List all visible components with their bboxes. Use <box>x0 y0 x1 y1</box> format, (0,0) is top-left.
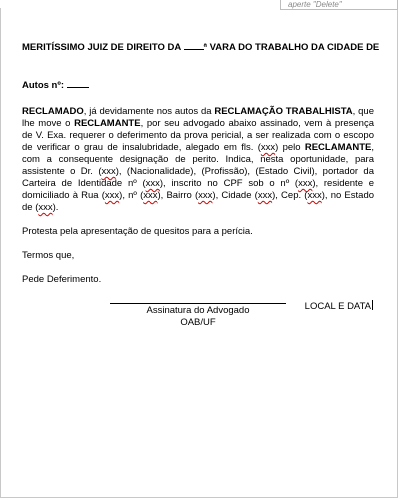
reclamado-term: RECLAMADO <box>22 106 84 117</box>
signature-oab: OAB/UF <box>180 317 216 328</box>
body-text: , com a consequente designação de perito. Indica, nesta oportunidade, para assistente o Dr. ( <box>22 142 374 177</box>
reclamacao-term: RECLAMAÇÃO TRABALHISTA <box>214 106 353 117</box>
petition-paragraph <box>22 106 374 214</box>
body-text: ). <box>52 202 59 213</box>
document-heading <box>22 40 380 54</box>
placeholder-xxx: xxx <box>307 190 322 201</box>
body-text: ), Bairro ( <box>157 190 199 201</box>
local-data-text: LOCAL E DATA <box>304 301 371 312</box>
protesta-line: Protesta pela apresentação de quesitos para a perícia. <box>22 226 253 237</box>
reclamante-term: RECLAMANTE <box>304 142 372 153</box>
body-text: ), residente e domiciliado à Rua ( <box>22 178 375 201</box>
signature-name: Assinatura do Advogado <box>146 305 250 316</box>
placeholder-xxx: xxx <box>260 142 276 153</box>
body-text: ), no Estado de ( <box>22 190 375 213</box>
placeholder-xxx: xxx <box>101 166 116 177</box>
pede-deferimento-line: Pede Deferimento. <box>22 274 102 285</box>
vara-number-blank <box>184 40 204 50</box>
body-text: , já devidamente nos autos da <box>83 106 215 117</box>
body-text: ), inscrito no CPF sob o nº ( <box>159 178 299 189</box>
placeholder-xxx: xxx <box>38 202 53 213</box>
body-text: ), nº ( <box>119 190 144 201</box>
heading-prefix: MERITÍSSIMO JUIZ DE DIREITO DA <box>22 42 184 53</box>
termos-line: Termos que, <box>22 250 75 261</box>
text-cursor <box>372 300 373 310</box>
document-body <box>22 40 380 313</box>
placeholder-xxx: xxx <box>145 178 160 189</box>
autos-label: Autos nº: <box>22 80 64 91</box>
signature-block <box>110 303 286 329</box>
body-text: , que lhe move o <box>22 106 374 129</box>
placeholder-xxx: xxx <box>143 190 158 201</box>
autos-number-blank <box>67 78 89 88</box>
body-text: ), (Nacionalidade), (Profissão), (Estado Civil), portador da Carteira de Identidade nº ( <box>22 166 374 189</box>
body-text: ) pelo <box>275 142 305 153</box>
reclamante-term: RECLAMANTE <box>74 118 141 129</box>
body-text: ), Cep. ( <box>272 190 308 201</box>
placeholder-xxx: xxx <box>198 190 213 201</box>
placeholder-xxx: xxx <box>257 190 273 201</box>
body-text: ), Cidade ( <box>212 190 258 201</box>
autos-line <box>22 78 374 92</box>
signature-line <box>110 303 286 304</box>
heading-suffix: ª VARA DO TRABALHO DA CIDADE DE <box>203 42 380 53</box>
body-text: , por seu advogado abaixo assinado, vem à presença de V. Exa. requerer o deferimento da prova pericial, a ser realizada com o escopo de verificar o grau de insalubridade, alegado em fls. ( <box>22 118 374 153</box>
delete-hint-box: aperte "Delete" <box>280 0 398 10</box>
placeholder-xxx: xxx <box>104 190 120 201</box>
placeholder-xxx: xxx <box>298 178 313 189</box>
